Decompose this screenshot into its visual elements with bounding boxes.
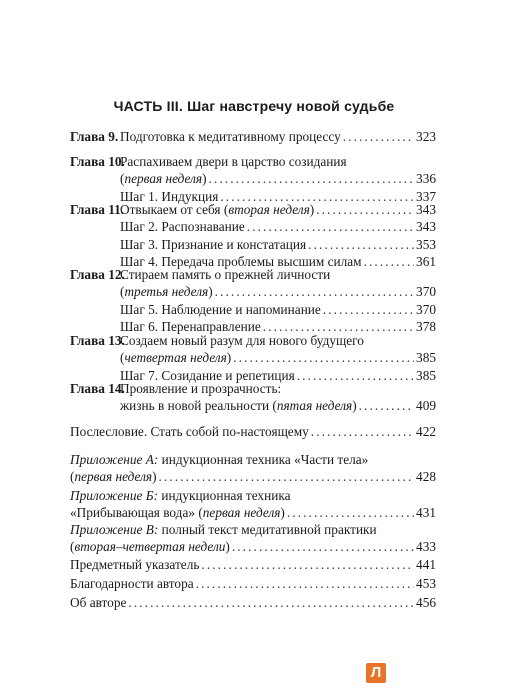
step-title: Шаг 2. Распознавание [120,219,245,235]
entry-title: Предметный указатель [70,557,200,572]
toc-entry-acknowledgments[interactable] [70,575,436,592]
leader-dots [209,170,415,187]
week-note: пятая неделя [276,398,353,414]
toc-entry-afterword[interactable] [70,423,436,440]
toc-entry-chapter-14[interactable]: Глава 14. Проявление и прозрачность: жизнь в новой реальности (пятая неделя) ..... 409 [70,380,436,415]
page-number: 336 [416,171,436,187]
entry-title: Послесловие. Стать собой по-настоящему [70,424,309,439]
chapter-title-line2: жизнь в новой реальности [120,398,270,414]
appendix-prefix: Приложение А: [70,452,159,467]
appendix-prefix: Приложение Б: [70,488,159,503]
chapter-title: Стираем память о прежней личности [120,267,331,282]
page-number: 409 [416,398,436,414]
chapter-title: Отвыкаем от себя [120,202,221,217]
entry-title: индукционная техника «Части тела» [158,452,369,467]
leader-dots [343,128,414,145]
week-note: первая неделя [202,505,281,521]
entry-title: Благодарности автора [70,576,194,591]
page-number: 353 [416,236,436,252]
step-title: Шаг 6. Перенаправление [120,319,261,335]
page-number: 370 [416,284,436,300]
step-title: Шаг 1. Индукция [120,188,219,204]
toc-entry-index[interactable] [70,556,436,573]
chapter-label: Глава 14. [70,381,125,396]
step-title: Шаг 4. Передача проблемы высшим силам [120,254,362,270]
leader-dots [311,423,414,440]
toc-entry-chapter-12[interactable]: Глава 12. Стираем память о прежней личности (третья неделя) ..... 370 Шаг 5. Наблюдение и напоминание ..... 370 Шаг 6. Перенаправление ..... 378 [70,266,436,336]
leader-dots [359,397,414,414]
page-number: 422 [416,424,436,439]
toc-entry-chapter-9[interactable] [70,128,436,145]
page-number: 431 [416,505,436,521]
step-title: Шаг 3. Признание и констатация [120,236,307,252]
leader-dots [247,218,414,235]
publisher-logo-icon: Л [366,663,386,683]
leader-dots [215,283,414,300]
chapter-label: Глава 11. [70,202,125,217]
leader-dots [316,201,414,218]
leader-dots [323,301,414,318]
toc-entry-chapter-11[interactable]: Глава 11. Отвыкаем от себя (вторая неделя) ..... 343 Шаг 2. Распознавание ..... 343 Шаг 3. Признание и констатация ..... 353 Шаг 4. Передача проблемы высшим силам ..... 361 [70,201,436,271]
week-note: вторая–четвертая недели [74,539,226,555]
page-number: 456 [416,595,436,610]
page-number: 385 [416,367,436,383]
page-number: 343 [416,219,436,235]
week-note: третья неделя [124,284,209,300]
leader-dots [201,556,414,573]
leader-dots [233,349,414,366]
page-number: 337 [416,188,436,204]
toc-entry-about-author[interactable] [70,594,436,611]
chapter-label: Глава 13. [70,333,125,348]
leader-dots [159,468,415,485]
toc-entry-appendix-v[interactable]: Приложение В: полный текст медитативной практики (вторая–четвертая недели) ..... 433 [70,521,436,556]
leader-dots [308,236,414,253]
page-number: 428 [416,469,436,485]
entry-title: Об авторе [70,595,127,610]
chapter-title: Распахиваем двери в царство созидания [120,154,347,169]
chapter-title: Подготовка к медитативному процессу [120,129,341,144]
chapter-title: Проявление и прозрачность: [120,381,282,396]
page-number: 378 [416,319,436,335]
page-number: 441 [416,557,436,572]
leader-dots [196,575,414,592]
chapter-label: Глава 12. [70,267,125,282]
entry-title: индукционная техника [158,488,291,503]
page-number: 370 [416,301,436,317]
step-title: Шаг 5. Наблюдение и напоминание [120,301,321,317]
page-number: 361 [416,254,436,270]
page-number: 343 [416,202,436,217]
week-note: первая неделя [124,171,203,187]
chapter-title: Создаем новый разум для нового будущего [120,333,364,348]
page-number: 453 [416,576,436,591]
part-title: ЧАСТЬ III. Шаг навстречу новой судьбе [113,98,395,114]
appendix-prefix: Приложение В: [70,522,159,537]
toc-entry-chapter-13[interactable]: Глава 13. Создаем новый разум для нового будущего (четвертая неделя) ..... 385 Шаг 7. Созидание и репетиция ..... 385 [70,332,436,384]
week-note: четвертая неделя [124,350,227,366]
page-number: 385 [416,350,436,366]
page-number: 323 [416,129,436,144]
entry-title: полный текст медитативной практики [158,522,377,537]
week-note: вторая неделя [228,202,310,217]
toc-entry-appendix-b[interactable]: Приложение Б: индукционная техника «Прибывающая вода» (первая неделя) ..... 431 [70,487,436,522]
chapter-label: Глава 10. [70,154,125,169]
toc-entry-appendix-a[interactable]: Приложение А: индукционная техника «Части тела» (первая неделя) ..... 428 [70,451,436,486]
step-title: Шаг 7. Созидание и репетиция [120,367,295,383]
leader-dots [232,538,414,555]
chapter-label: Глава 9. [70,129,119,144]
entry-title-line2: «Прибывающая вода» [70,505,196,521]
leader-dots [128,594,414,611]
page-number: 433 [416,539,436,555]
leader-dots [287,504,414,521]
toc-entry-chapter-10[interactable]: Глава 10. Распахиваем двери в царство созидания (первая неделя) ..... 336 Шаг 1. Индукция ..... 337 [70,153,436,205]
week-note: первая неделя [74,469,153,485]
